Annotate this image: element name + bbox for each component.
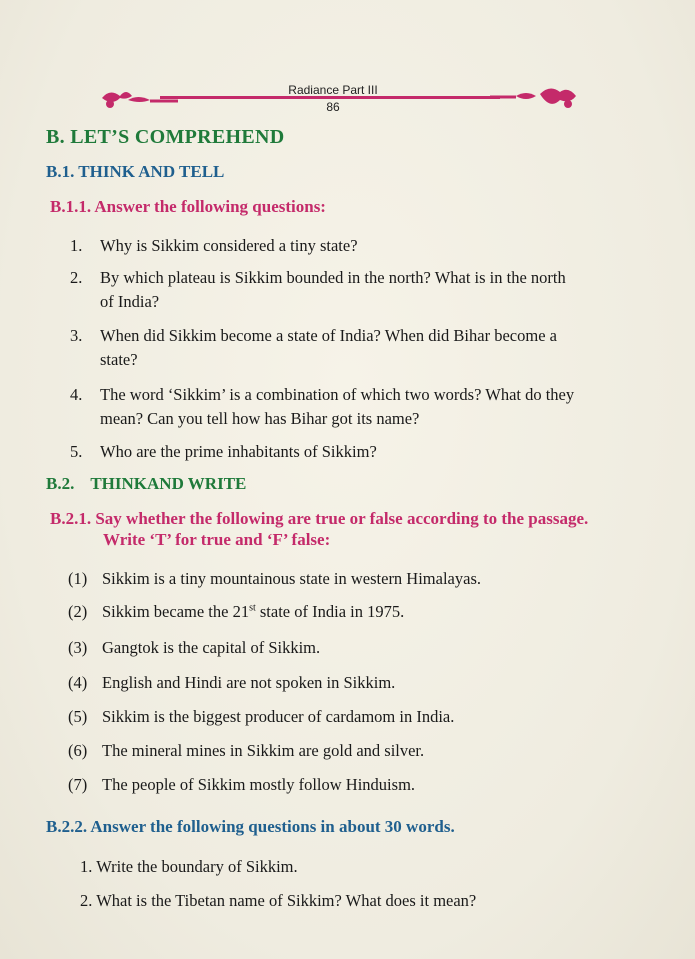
section-b22-heading: B.2.2. Answer the following questions in about 30 words.	[46, 817, 455, 836]
question-number: 5.	[70, 442, 83, 461]
question-item	[70, 234, 358, 258]
statement-item	[68, 602, 404, 622]
section-b11-heading: B.1.1. Answer the following questions:	[50, 197, 326, 216]
question-number: 1.	[70, 236, 83, 255]
statement-number: (6)	[68, 741, 88, 760]
question-item	[70, 383, 574, 431]
question-number: 2.	[70, 268, 83, 287]
statement-item	[68, 569, 481, 589]
question-number: 1.	[80, 857, 93, 876]
statement-text: English and Hindi are not spoken in Sikkim.	[102, 673, 396, 692]
question-text: Write the boundary of Sikkim.	[96, 857, 298, 876]
page-header	[100, 80, 580, 120]
question-item	[70, 440, 377, 464]
page-number: 86	[326, 100, 340, 114]
question-item	[70, 324, 557, 372]
question-item	[80, 857, 298, 877]
question-item	[80, 891, 476, 911]
section-b21-title-line1: B.2.1. Say whether the following are true or false according to the passage.	[50, 509, 589, 528]
statement-number: (5)	[68, 707, 88, 726]
floral-ornament-right-icon	[490, 84, 580, 114]
statement-item	[68, 741, 424, 761]
question-number: 2.	[80, 891, 93, 910]
section-b2-title: THINKAND WRITE	[90, 474, 247, 493]
section-b1-heading: B.1. THINK AND TELL	[46, 162, 225, 181]
section-b-heading: B. LET’S COMPREHEND	[46, 126, 285, 148]
question-text-continued: mean? Can you tell how has Bihar got its name?	[100, 409, 420, 428]
section-b21-heading	[50, 508, 588, 550]
floral-ornament-left-icon	[100, 84, 180, 114]
question-text-continued: of India?	[100, 292, 160, 311]
section-b2-heading	[46, 474, 246, 494]
statement-text: Gangtok is the capital of Sikkim.	[102, 638, 321, 657]
question-text: When did Sikkim become a state of India? When did Bihar become a	[100, 326, 557, 345]
question-text: The word ‘Sikkim’ is a combination of which two words? What do they	[100, 385, 575, 404]
question-number: 3.	[70, 326, 83, 345]
section-b21-title-line2: Write ‘T’ for true and ‘F’ false:	[103, 530, 331, 549]
statement-text-rest: state of India in 1975.	[255, 602, 405, 621]
question-text: Who are the prime inhabitants of Sikkim?	[100, 442, 377, 461]
question-number: 4.	[70, 385, 83, 404]
question-item	[70, 266, 566, 314]
statement-text: The mineral mines in Sikkim are gold and silver.	[102, 741, 425, 760]
section-b2-number: B.2.	[46, 474, 75, 493]
question-text: By which plateau is Sikkim bounded in the north? What is in the north	[100, 268, 566, 287]
statement-number: (1)	[68, 569, 88, 588]
book-title: Radiance Part III	[288, 83, 378, 97]
question-text-continued: state?	[100, 350, 138, 369]
statement-number: (2)	[68, 602, 88, 621]
statement-number: (3)	[68, 638, 88, 657]
statement-text: Sikkim is a tiny mountainous state in western Himalayas.	[102, 569, 481, 588]
statement-text: Sikkim became the 21	[102, 602, 250, 621]
ordinal-superscript: st	[249, 602, 256, 614]
statement-text: The people of Sikkim mostly follow Hinduism.	[102, 775, 416, 794]
statement-item	[68, 775, 415, 795]
statement-item	[68, 673, 395, 693]
statement-number: (7)	[68, 775, 88, 794]
statement-item	[68, 707, 454, 727]
question-text: Why is Sikkim considered a tiny state?	[100, 236, 358, 255]
statement-text: Sikkim is the biggest producer of cardamom in India.	[102, 707, 455, 726]
statement-item	[68, 638, 320, 658]
question-text: What is the Tibetan name of Sikkim? What does it mean?	[96, 891, 477, 910]
statement-number: (4)	[68, 673, 88, 692]
